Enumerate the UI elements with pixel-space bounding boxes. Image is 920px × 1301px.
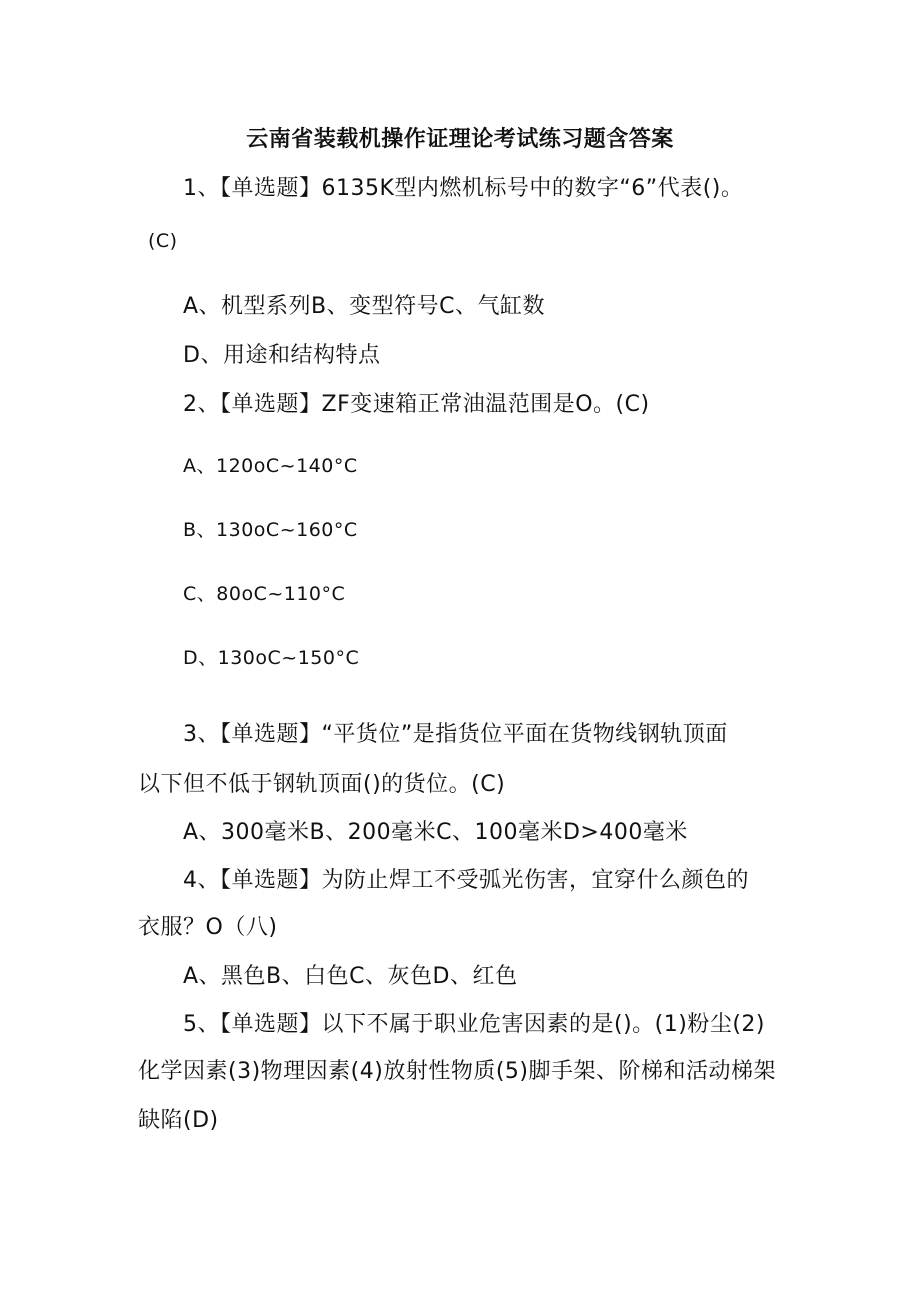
question-2-option-d: D、130oC~150°C (183, 647, 360, 669)
question-3-stem-line-1: 3、【单选题】“平货位”是指货位平面在货物线钢轨顶面 (183, 722, 728, 747)
question-1-stem: 1、【单选题】6135K型内燃机标号中的数字“6”代表()。 (183, 176, 744, 201)
question-2-option-c: C、80oC~110°C (183, 583, 346, 605)
question-2-option-b: B、130oC~160°C (183, 519, 358, 541)
question-4-options: A、黑色B、白色C、灰色D、红色 (183, 964, 518, 989)
question-4-stem-line-1: 4、【单选题】为防止焊工不受弧光伤害，宜穿什么颜色的 (183, 868, 749, 893)
question-5-stem-line-3: 缺陷(D) (138, 1108, 219, 1133)
question-3-options: A、300毫米B、200毫米C、100毫米D>400毫米 (183, 820, 688, 845)
question-5-stem-line-1: 5、【单选题】以下不属于职业危害因素的是()。(1)粉尘(2) (183, 1012, 765, 1037)
question-2-stem: 2、【单选题】ZF变速箱正常油温范围是O。(C) (183, 392, 650, 417)
question-1-option-d: D、用途和结构特点 (183, 343, 381, 368)
question-1-options-abc: A、机型系列B、变型符号C、气缸数 (183, 294, 546, 319)
question-2-option-a: A、120oC~140°C (183, 455, 358, 477)
page-title: 云南省装载机操作证理论考试练习题含答案 (246, 127, 674, 152)
question-5-stem-line-2: 化学因素(3)物理因素(4)放射性物质(5)脚手架、阶梯和活动梯架 (138, 1059, 776, 1084)
question-1-answer: (C) (148, 230, 178, 252)
question-4-stem-line-2: 衣服？O（八) (138, 915, 278, 940)
question-3-stem-line-2: 以下但不低于钢轨顶面()的货位。(C) (138, 772, 506, 797)
